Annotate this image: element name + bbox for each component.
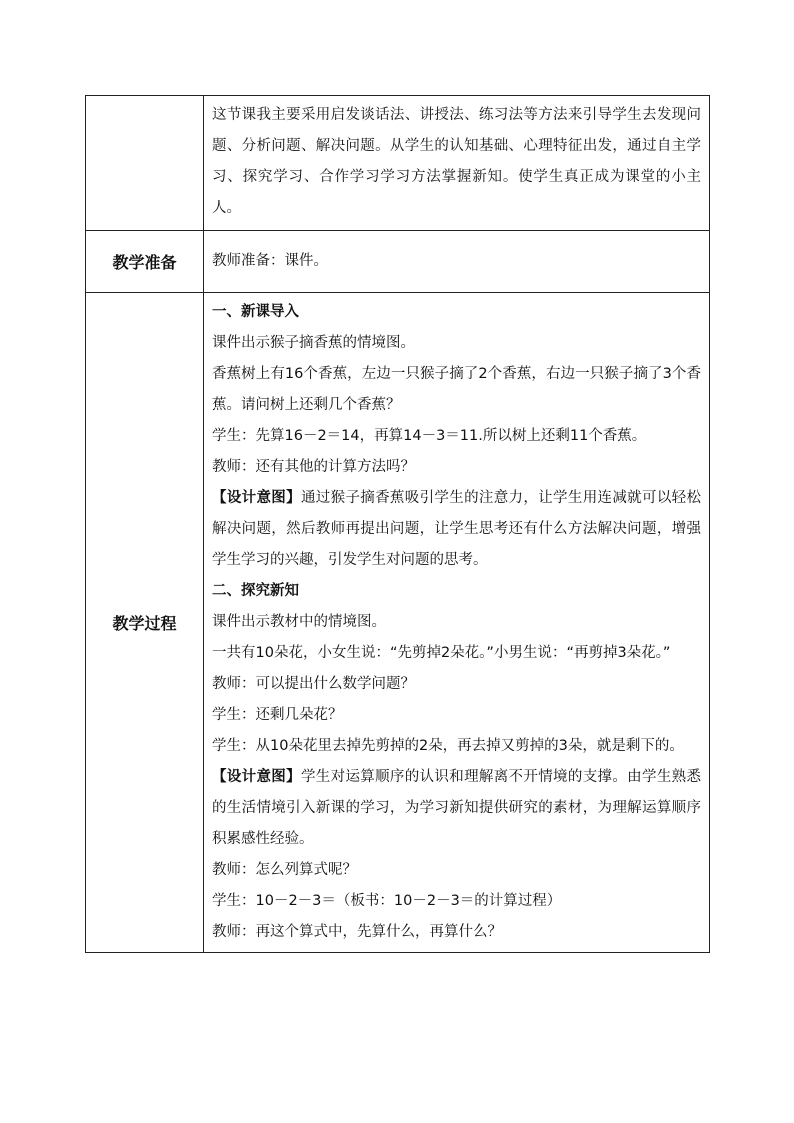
design-intent-text: 学生对运算顺序的认识和理解离不开情境的支撑。由学生熟悉的生活情境引入新课的学习，为学习新知提供研究的素材，为理解运算顺序积累感性经验。 (212, 769, 701, 847)
process-paragraph: 学生：从10朵花里去掉先剪掉的2朵，再去掉又剪掉的3朵，就是剩下的。 (212, 738, 684, 754)
teaching-methods-cell (204, 96, 710, 231)
row-label-process: 教学过程 (86, 293, 204, 953)
design-intent-tag: 【设计意图】 (212, 490, 301, 506)
section-heading-intro: 一、新课导入 (212, 304, 299, 320)
lesson-plan-table (85, 95, 710, 953)
process-paragraph: 教师：再这个算式中，先算什么，再算什么？ (212, 924, 502, 940)
row-label-empty (86, 96, 204, 231)
process-paragraph: 教师：怎么列算式呢？ (212, 862, 357, 878)
process-paragraph: 教师：还有其他的计算方法吗？ (212, 459, 415, 475)
process-paragraph: 学生：10－2－3＝（板书：10－2－3＝的计算过程） (212, 893, 562, 909)
design-intent-paragraph (212, 483, 701, 576)
process-paragraph: 课件出示教材中的情境图。 (212, 614, 386, 630)
process-paragraph: 一共有10朵花，小女生说：“先剪掉2朵花。”小男生说：“再剪掉3朵花。” (212, 645, 671, 661)
teaching-methods-text: 这节课我主要采用启发谈话法、讲授法、练习法等方法来引导学生去发现问题、分析问题、解决问题。从学生的认知基础、心理特征出发，通过自主学习、探究学习、合作学习学习方法掌握新知。使学生真正成为课堂的小主人。 (212, 107, 701, 216)
table-row-process (86, 293, 710, 953)
preparation-text: 教师准备：课件。 (212, 253, 328, 269)
process-paragraph: 教师：可以提出什么数学问题？ (212, 676, 415, 692)
section-heading-explore: 二、探究新知 (212, 583, 299, 599)
design-intent-text: 通过猴子摘香蕉吸引学生的注意力，让学生用连减就可以轻松解决问题，然后教师再提出问题，让学生思考还有什么方法解决问题，增强学生学习的兴趣，引发学生对问题的思考。 (212, 490, 701, 568)
table-row-methods (86, 96, 710, 231)
process-paragraph: 课件出示猴子摘香蕉的情境图。 (212, 335, 415, 351)
process-paragraph: 香蕉树上有16个香蕉，左边一只猴子摘了2个香蕉，右边一只猴子摘了3个香蕉。请问树上还剩几个香蕉？ (212, 366, 701, 413)
process-paragraph: 学生：先算16－2＝14，再算14－3＝11.所以树上还剩11个香蕉。 (212, 428, 647, 444)
table-row-preparation (86, 231, 710, 293)
process-paragraph: 学生：还剩几朵花？ (212, 707, 343, 723)
preparation-cell (204, 231, 710, 293)
row-label-preparation: 教学准备 (86, 231, 204, 293)
process-cell (204, 293, 710, 953)
design-intent-paragraph (212, 762, 701, 855)
design-intent-tag: 【设计意图】 (212, 769, 301, 785)
